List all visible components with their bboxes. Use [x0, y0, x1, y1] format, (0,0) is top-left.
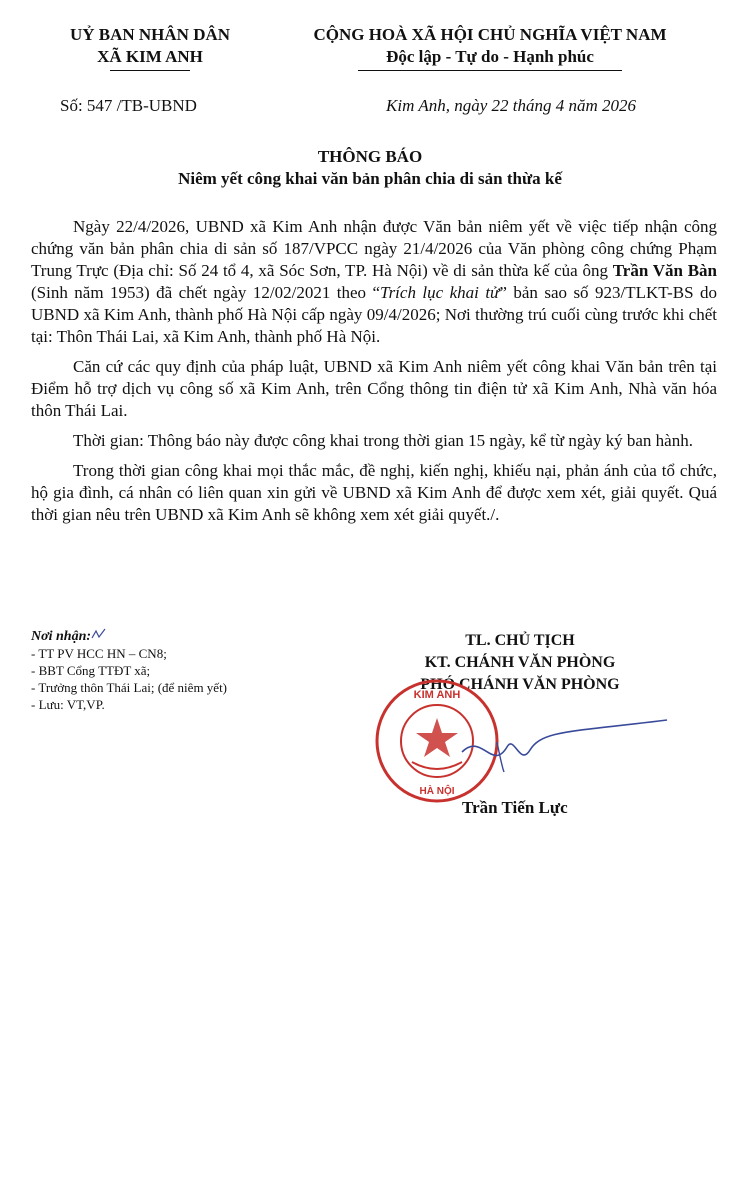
authority-underline — [110, 70, 190, 71]
recipients-label: Nơi nhận: — [31, 629, 92, 644]
sign-line1: TL. CHỦ TỊCH — [465, 632, 575, 649]
sign-line3: PHÓ CHÁNH VĂN PHÒNG — [420, 676, 620, 693]
initial-mark-icon — [91, 628, 107, 643]
recipient-item: - Trưởng thôn Thái Lai; (để niêm yết) — [31, 680, 228, 695]
document-title — [0, 146, 740, 190]
national-motto — [270, 24, 710, 71]
sign-line2: KT. CHÁNH VĂN PHÒNG — [424, 654, 616, 671]
motto: Độc lập - Tự do - Hạnh phúc — [386, 47, 594, 66]
p1-text-a: Ngày 22/4/2026, UBND xã Kim Anh nhận được Văn bản niêm yết về việc tiếp nhận công chứng văn bản phân chia di sản số 187/VPCC ngày 21/4/2026 của Văn phòng công chứng Phạm Trung Trực (Địa chỉ: Số 24 tổ 4, xã Sóc Sơn, TP. Hà Nội) về di sản thừa kế của ông — [31, 217, 717, 280]
issuing-authority — [30, 24, 270, 71]
svg-text:KIM ANH: KIM ANH — [413, 689, 461, 701]
date-line: Kim Anh, ngày 22 tháng 4 năm 2026 — [386, 96, 636, 115]
recipient-item: - TT PV HCC HN – CN8; — [31, 646, 167, 661]
recipient-item: - BBT Cổng TTĐT xã; — [31, 663, 151, 678]
p1-text-b: (Sinh năm 1953) đã chết ngày 12/02/2021 theo “ — [31, 283, 381, 302]
death-extract-title: Trích lục khai tử — [380, 283, 500, 302]
svg-text:HÀ NỘI: HÀ NỘI — [419, 786, 455, 797]
handwritten-signature-icon — [452, 712, 672, 787]
authority-line1: UỶ BAN NHÂN DÂN — [69, 25, 231, 44]
motto-underline — [358, 70, 622, 71]
recipient-item: - Lưu: VT,VP. — [31, 697, 105, 712]
title-sub: Niêm yết công khai văn bản phân chia di sản thừa kế — [178, 169, 562, 188]
deceased-name: Trần Văn Bàn — [612, 261, 717, 280]
title-main: THÔNG BÁO — [317, 147, 423, 166]
paragraph-2: Căn cứ các quy định của pháp luật, UBND xã Kim Anh niêm yết công khai Văn bản trên tại Điểm hỗ trợ dịch vụ công số xã Kim Anh, trên Cổng thông tin điện tử xã Kim Anh, Nhà văn hóa thôn Thái Lai. — [31, 357, 717, 420]
document-body — [31, 216, 717, 534]
paragraph-4: Trong thời gian công khai mọi thắc mắc, đề nghị, kiến nghị, khiếu nại, phản ánh của tổ chức, hộ gia đình, cá nhân có liên quan xin gửi về UBND xã Kim Anh để được xem xét, giải quyết. Quá thời gian nêu trên UBND xã Kim Anh sẽ không xem xét giải quyết./. — [31, 461, 717, 524]
authority-line2: XÃ KIM ANH — [97, 47, 203, 66]
nation-name: CỘNG HOÀ XÃ HỘI CHỦ NGHĨA VIỆT NAM — [313, 25, 667, 44]
signer-name: Trần Tiến Lực — [462, 798, 568, 817]
document-number: Số: 547 /TB-UBND — [60, 96, 197, 115]
paragraph-3: Thời gian: Thông báo này được công khai trong thời gian 15 ngày, kể từ ngày ký ban hành. — [73, 431, 693, 450]
recipients-list — [31, 627, 227, 713]
paragraph-1 — [31, 216, 717, 348]
p1-text-c: ” bản sao số 923/TLKT-BS do UBND xã Kim Anh, thành phố Hà Nội cấp ngày 09/4/2026; Nơi thường trú cuối cùng trước khi chết tại: Thôn Thái Lai, xã Kim Anh, thành phố Hà Nội. — [31, 283, 718, 346]
